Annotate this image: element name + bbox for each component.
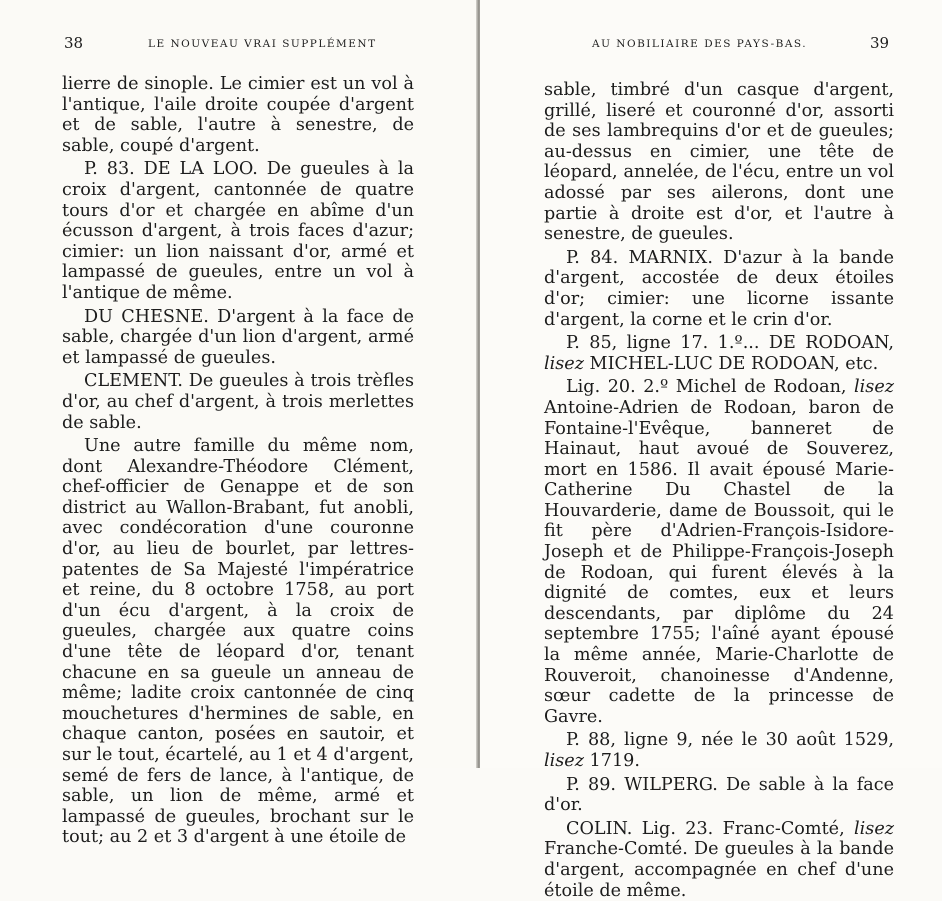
paragraph: P. 85, ligne 17. 1.º... DE RODOAN, lisez MICHEL-LUC DE RODOAN, etc. — [544, 333, 894, 374]
paragraph: P. 84. MARNIX. D'azur à la bande d'argent, accostée de deux étoiles d'or; cimier: une licorne issante d'argent, la corne et le crin d'or. — [544, 247, 894, 330]
paragraph: Lig. 20. 2.º Michel de Rodoan, lisez Antoine-Adrien de Rodoan, baron de Fontaine-l'Evêque, banneret de Hainaut, haut avoué de Souverez, mort en 1586. Il avait épousé Marie-Catherine Du Chastel de la Houvarderie, dame de Boussoit, qui le fit père d'Adrien-François-Isidore-Joseph et de Philippe-François-Joseph de Rodoan, qui furent élevés à la dignité de comtes, eux et leurs descendants, par diplôme du 24 septembre 1755; l'aîné ayant épousé la même année, Marie-Charlotte de Rouveroit, chanoinesse d'Andenne, sœur cadette de la princesse de Gavre. — [544, 377, 894, 727]
page-number: 39 — [870, 34, 890, 52]
paragraph: sable, timbré d'un casque d'argent, grillé, liseré et couronné d'or, assorti de ses lambrequins d'or et de gueules; au-dessus en cimier, une tête de léopard, annelée, de l'écu, entre un vol adossé par ses ailerons, dont une partie à droite est d'or, et l'autre à senestre, de gueules. — [544, 80, 894, 245]
running-head: AU NOBILIAIRE DES PAYS-BAS. — [592, 38, 808, 50]
paragraph: COLIN. Lig. 23. Franc-Comté, lisez Franche-Comté. De gueules à la bande d'argent, accompagnée en chef d'une étoile de même. — [544, 818, 894, 901]
right-page — [480, 0, 942, 901]
paragraph: P. 83. DE LA LOO. De gueules à la croix d'argent, cantonnée de quatre tours d'or et chargée en abîme d'un écusson d'argent, à trois faces d'azur; cimier: un lion naissant d'or, armé et lampassé de gueules, entre un vol à l'antique de même. — [62, 159, 414, 303]
paragraph: lierre de sinople. Le cimier est un vol à l'antique, l'aile droite coupée d'argent et de sable, l'autre à senestre, de sable, coupé d'argent. — [62, 74, 414, 156]
running-head: LE NOUVEAU VRAI SUPPLÉMENT — [148, 38, 377, 50]
right-text-block — [544, 80, 894, 901]
paragraph: Une autre famille du même nom, dont Alexandre-Théodore Clément, chef-officier de Genappe et de son district au Wallon-Brabant, fut anobli, avec condécoration d'une couronne d'or, au lieu de bourlet, par lettres-patentes de Sa Majesté l'impératrice et reine, du 8 octobre 1758, au port d'un écu d'argent, à la croix de gueules, chargée aux quatre coins d'une tête de léopard d'or, tenant chacune en sa gueule un anneau de même; ladite croix cantonnée de cinq mouchetures d'hermines de sable, en chaque canton, posées en sautoir, et sur le tout, écartelé, au 1 et 4 d'argent, semé de fers de lance, à l'antique, de sable, un lion de même, armé et lampassé de gueules, brochant sur le tout; au 2 et 3 d'argent à une étoile de — [62, 436, 414, 848]
left-text-block — [62, 74, 414, 848]
left-header — [64, 34, 414, 52]
paragraph: DU CHESNE. D'argent à la face de sable, chargée d'un lion d'argent, armé et lampassé de gueules. — [62, 306, 414, 368]
paragraph: P. 89. WILPERG. De sable à la face d'or. — [544, 774, 894, 816]
paragraph: P. 88, ligne 9, née le 30 août 1529, lisez 1719. — [544, 730, 894, 771]
page-number: 38 — [64, 34, 84, 52]
left-page — [0, 0, 478, 848]
paragraph: CLEMENT. De gueules à trois trèfles d'or, au chef d'argent, à trois merlettes de sable. — [62, 371, 414, 433]
